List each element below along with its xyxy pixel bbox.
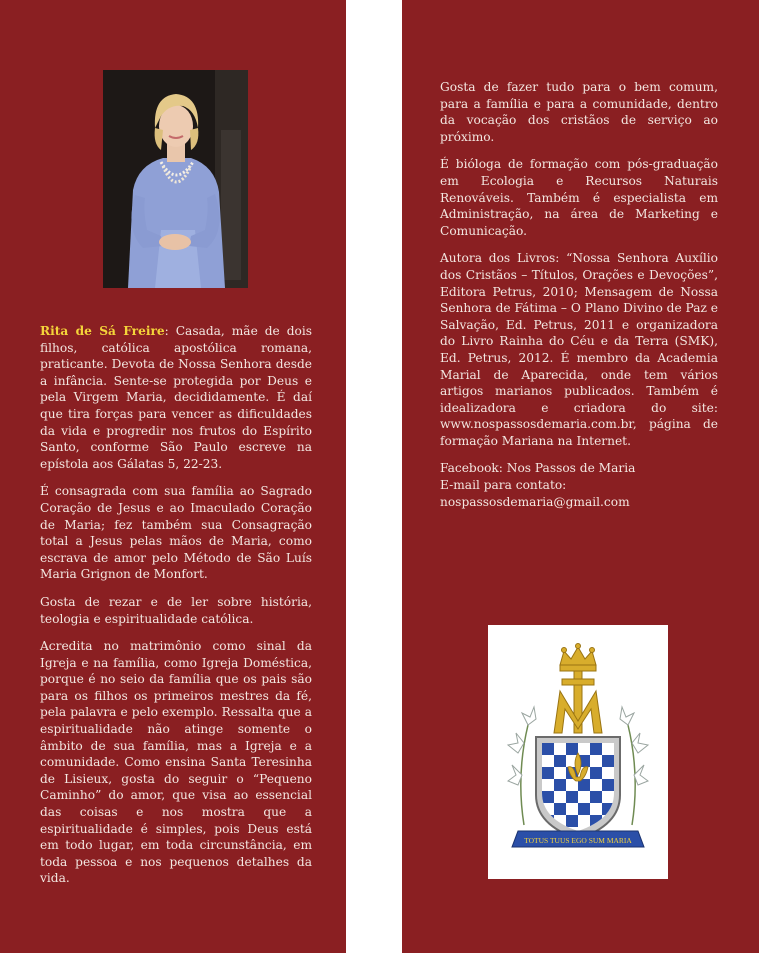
left-column-text: [40, 323, 312, 898]
author-name: Rita de Sá Freire: [40, 324, 165, 338]
bio-intro: : Casada, mãe de dois filhos, católica apostólica romana, praticante. Devota de Nossa Senhora desde a infância. Sente-se protegida por Deus e pela Virgem Maria, decididamente. É daí que tira forças para vencer as dificuldades da vida e progredir nos frutos do Espírito Santo, conforme São Paulo escreve na epístola aos Gálatas 5, 22-23.: [40, 324, 313, 471]
family-paragraph: Acredita no matrimônio como sinal da Igreja e na família, como Igreja Doméstica, porque é no seio da família que os pais são para os filhos os primeiros mestres da fé, pela palavra e pelo exemplo. Ressalta que a espiritualidade não atinge somente o âmbito de sua família, mas a Igreja e a comunidade. Como ensina Santa Teresinha de Lisieux, gosta do seguir o “Pequeno Caminho” do amor, que visa ao essencial das coisas e nos mostra que a espiritualidade é simples, pois Deus está em todo lugar, em toda circunstância, em toda pessoa e nos pequenos detalhes da vida.: [40, 639, 312, 886]
email-address: nospassosdemaria@gmail.com: [440, 494, 630, 509]
books-paragraph: Autora dos Livros: “Nossa Senhora Auxílio dos Cristãos – Títulos, Orações e Devoções”, Editora Petrus, 2010; Mensagem de Nossa Senhora de Fátima – O Plano Divino de Paz e Salvação, Ed. Petrus, 2011 e organizadora do Livro Rainha do Céu e da Terra (SMK), Ed. Petrus, 2012. É membro da Academia Marial de Aparecida, onde tem vários artigos marianos publicados. Também é idealizadora e criadora do site: www.nospassosdemaria.com.br, página de formação Mariana na Internet.: [440, 251, 718, 448]
education-paragraph: É bióloga de formação com pós-graduação em Ecologia e Recursos Naturais Renováveis. Também é especialista em Administração, na área de Marketing e Comunicação.: [440, 157, 718, 238]
marian-crest-icon: [488, 625, 668, 879]
right-column-text: [440, 79, 718, 510]
author-photo: [103, 70, 248, 288]
interests-paragraph: Gosta de rezar e de ler sobre história, teologia e espiritualidade católica.: [40, 594, 312, 626]
crest-motto: TOTUS TUUS EGO SUM MARIA: [524, 836, 632, 845]
contact-block: [440, 460, 718, 510]
email-label: E-mail para contato:: [440, 478, 567, 493]
facebook-line: Facebook: Nos Passos de Maria: [440, 461, 636, 476]
bio-paragraph: [40, 323, 312, 472]
crest-card: [488, 625, 668, 879]
common-good-paragraph: Gosta de fazer tudo para o bem comum, para a família e para a comunidade, dentro da vocação dos cristãos de serviço ao próximo.: [440, 80, 718, 144]
consecration-paragraph: É consagrada com sua família ao Sagrado Coração de Jesus e ao Imaculado Coração de Maria; fez também sua Consagração total a Jesus pelas mãos de Maria, como escrava de amor pelo Método de São Luís Maria Grignon de Monfort.: [40, 484, 312, 582]
